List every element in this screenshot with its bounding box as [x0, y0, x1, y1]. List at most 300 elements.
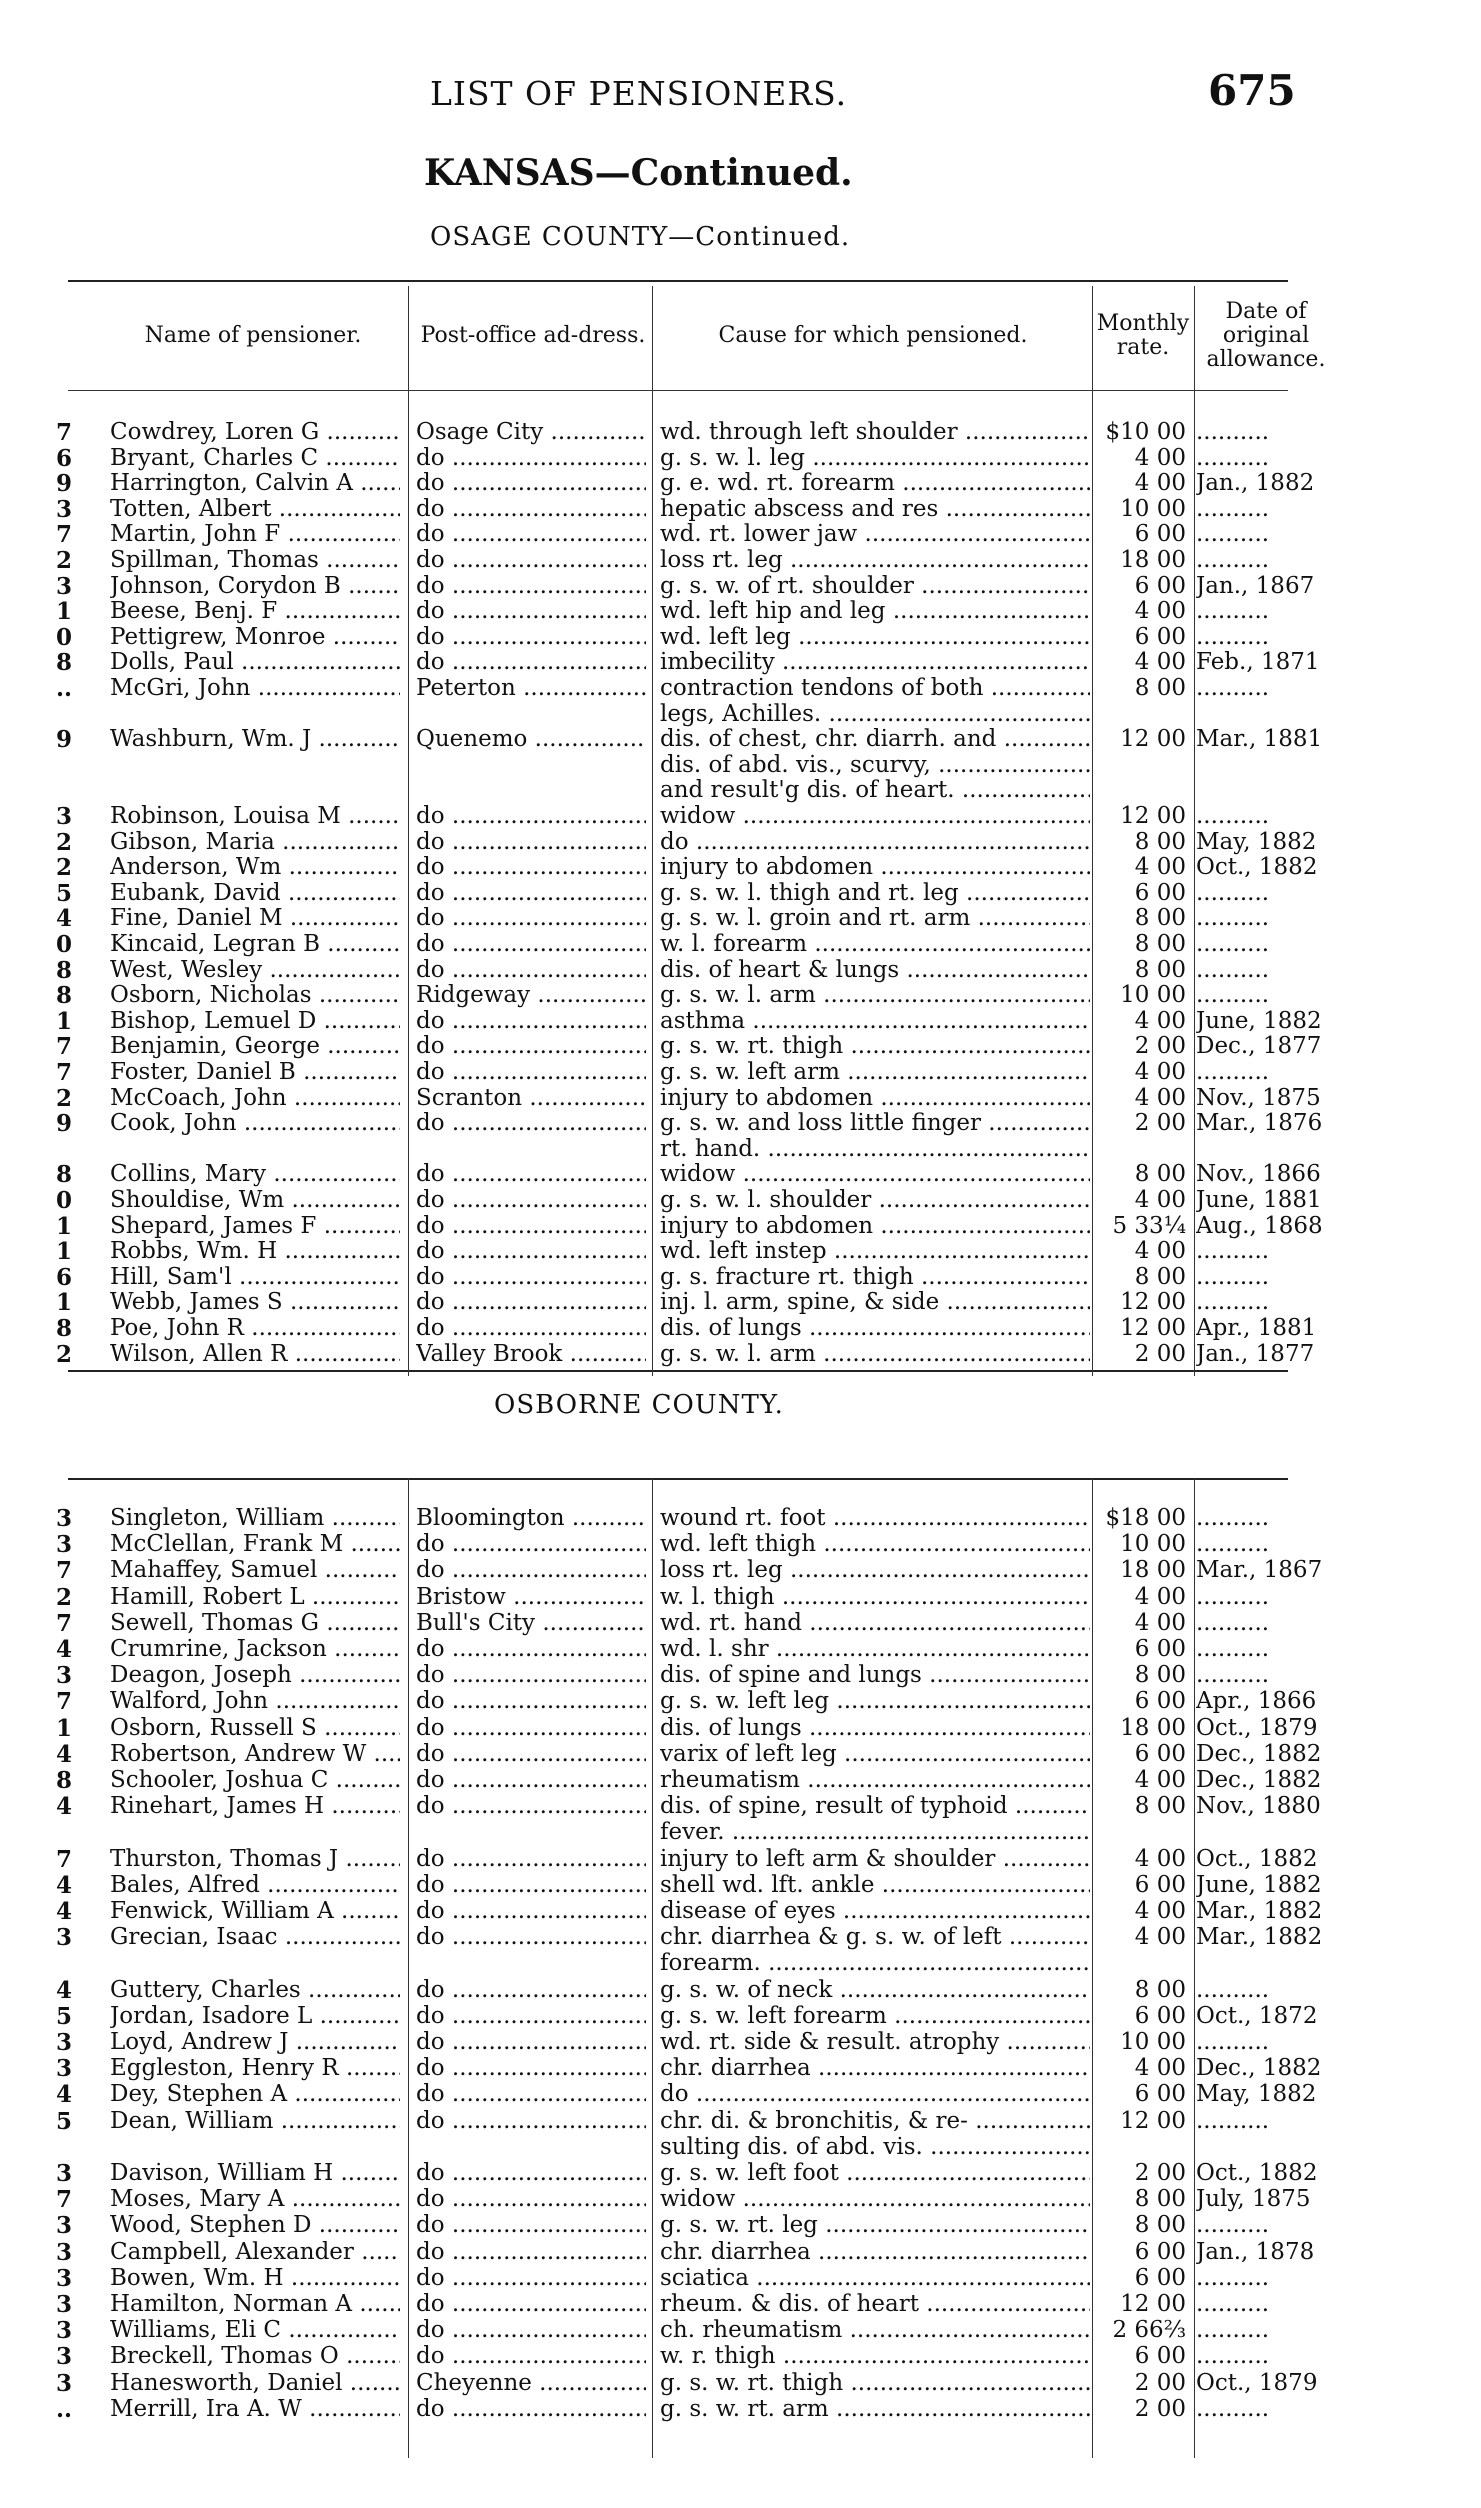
row-number: 0 [56, 1187, 73, 1214]
row-number: 4 [56, 1793, 73, 1821]
monthly-rate: 8 00 [1134, 2212, 1186, 2239]
row-number: 1 [56, 1212, 73, 1240]
table-row [56, 1898, 1323, 1925]
monthly-rate: 4 00 [1134, 470, 1186, 497]
post-office-address: do ..... [416, 2292, 646, 2317]
monthly-rate: 8 00 [1134, 1263, 1186, 1290]
pensioner-name: Totten, Albert ..... [110, 497, 400, 522]
table-row [56, 1871, 1322, 1899]
pension-cause: fever. ..... [660, 1820, 1090, 1845]
post-office-address: do ..... [416, 2161, 646, 2186]
pension-cause: widow ..... [660, 804, 1090, 829]
allowance-date: .......... [1196, 2318, 1270, 2344]
pensioner-name: Bishop, Lemuel D ..... [110, 1009, 400, 1034]
table-row [56, 1793, 1321, 1821]
table-row [56, 1714, 1318, 1742]
pensioner-name: Schooler, Joshua C ..... [110, 1768, 400, 1793]
row-number: 4 [56, 905, 73, 933]
table-row [56, 1238, 1288, 1266]
pension-cause: g. e. wd. rt. forearm ..... [660, 471, 1090, 496]
row-number: 3 [56, 2212, 73, 2240]
row-number: 3 [56, 2369, 73, 2397]
pension-cause: wd. rt. lower jaw ..... [660, 522, 1090, 547]
post-office-address: do ..... [416, 522, 646, 547]
row-number: 3 [56, 1924, 73, 1952]
monthly-rate: 4 00 [1134, 444, 1186, 471]
row-number: 2 [56, 1084, 73, 1112]
table-row [56, 444, 1288, 472]
monthly-rate: 8 00 [1134, 828, 1186, 855]
pensioner-name: Eggleston, Henry R ..... [110, 2056, 400, 2081]
monthly-rate: 4 00 [1134, 1924, 1186, 1951]
pension-cause: wd. left hip and leg ..... [660, 599, 1090, 624]
pension-cause: rheum. & dis. of heart ..... [660, 2292, 1090, 2317]
table-row [56, 1084, 1321, 1112]
post-office-address: do ..... [416, 1532, 646, 1557]
row-number: 3 [56, 572, 73, 600]
post-office-address: do ..... [416, 2082, 646, 2107]
pension-cause: chr. di. & bronchitis, & re- ..... [660, 2109, 1090, 2134]
pensioner-name: Spillman, Thomas ..... [110, 548, 400, 573]
monthly-rate: 4 00 [1134, 1059, 1186, 1085]
post-office-address: do ..... [416, 1009, 646, 1034]
pension-cause: contraction tendons of both ..... [660, 676, 1090, 701]
table-row [56, 2160, 1318, 2187]
post-office-address: do ..... [416, 497, 646, 522]
monthly-rate: 6 00 [1134, 572, 1186, 599]
pension-cause: wound rt. foot ..... [660, 1506, 1090, 1531]
pensioner-name: Thurston, Thomas J ..... [110, 1847, 400, 1872]
pension-cause: disease of eyes ..... [660, 1899, 1090, 1924]
pension-cause: wd. left instep ..... [660, 1239, 1090, 1264]
table-row [56, 2186, 1311, 2214]
allowance-date: .......... [1196, 1264, 1270, 1290]
monthly-rate: 6 00 [1134, 2081, 1186, 2108]
post-office-address: do ..... [416, 1899, 646, 1924]
pensioner-name: West, Wesley ..... [110, 958, 400, 983]
pensioner-name: Williams, Eli C ..... [110, 2318, 400, 2343]
table-row [56, 419, 1288, 446]
pensioner-name: McClellan, Frank M ..... [110, 1532, 400, 1557]
post-office-address: Quenemo ..... [416, 727, 646, 752]
pensioner-name: Hamill, Robert L ..... [110, 1585, 400, 1610]
pensioner-name: Dean, William ..... [110, 2109, 400, 2134]
row-number: 3 [56, 2291, 73, 2318]
pension-cause: dis. of spine and lungs ..... [660, 1663, 1090, 1688]
column-divider [408, 286, 409, 1376]
pension-cause: loss rt. leg ..... [660, 548, 1090, 573]
pensioner-name: Robbs, Wm. H ..... [110, 1239, 400, 1264]
pension-cause: shell wd. lft. ankle ..... [660, 1873, 1090, 1898]
running-head: LIST OF PENSIONERS. [430, 74, 848, 113]
pensioner-name: Eubank, David ..... [110, 881, 400, 906]
table-row [56, 623, 1288, 651]
post-office-address: do ..... [416, 650, 646, 675]
post-office-address: do ..... [416, 2187, 646, 2212]
monthly-rate: 8 00 [1134, 931, 1186, 957]
pension-cause: g. s. fracture rt. thigh ..... [660, 1265, 1090, 1290]
pensioner-name: Osborn, Russell S ..... [110, 1716, 400, 1741]
page-number: 675 [1208, 66, 1296, 115]
pensioner-name: Moses, Mary A ..... [110, 2187, 400, 2212]
row-number: 3 [56, 2317, 73, 2345]
column-divider [1194, 286, 1195, 1376]
state-title: KANSAS—Continued. [424, 152, 853, 194]
pensioner-name: Gibson, Maria ..... [110, 830, 400, 855]
post-office-address: do ..... [416, 1558, 646, 1583]
table-row [56, 905, 1288, 933]
row-number: 7 [56, 419, 73, 446]
pension-cause: dis. of heart & lungs ..... [660, 958, 1090, 983]
pension-cause: imbecility ..... [660, 650, 1090, 675]
allowance-date: .......... [1196, 957, 1270, 983]
post-office-address: do ..... [416, 1214, 646, 1239]
table-row [56, 598, 1288, 626]
monthly-rate: 12 00 [1120, 1289, 1186, 1316]
table-row [56, 1340, 1315, 1368]
monthly-rate: 4 00 [1134, 1767, 1186, 1793]
post-office-address: do ..... [416, 855, 646, 880]
pension-cause: g. s. w. left leg ..... [660, 1689, 1090, 1714]
pension-cause: w. r. thigh ..... [660, 2344, 1090, 2369]
pension-cause: dis. of spine, result of typhoid ..... [660, 1794, 1090, 1819]
row-number: 3 [56, 2238, 73, 2266]
pension-cause: widow ..... [660, 2187, 1090, 2212]
post-office-address: do ..... [416, 2004, 646, 2029]
row-number: 4 [56, 1740, 73, 1768]
allowance-date: .......... [1196, 420, 1270, 445]
post-office-address: Valley Brook ..... [416, 1342, 646, 1367]
pensioner-name: Wilson, Allen R ..... [110, 1342, 400, 1367]
table-row [56, 470, 1315, 498]
table-row [56, 982, 1288, 1010]
allowance-date: Apr., 1866 [1196, 1689, 1317, 1715]
county-title-osborne: OSBORNE COUNTY. [494, 1390, 784, 1420]
pension-cause: wd. rt. side & result. atrophy ..... [660, 2030, 1090, 2055]
column-header-date: Date of original allowance. [1206, 298, 1326, 373]
post-office-address: do ..... [416, 1188, 646, 1213]
post-office-address: Bristow ..... [416, 1585, 646, 1610]
row-number: 8 [56, 982, 73, 1010]
post-office-address: do ..... [416, 2266, 646, 2291]
pension-cause: and result'g dis. of heart. ..... [660, 778, 1090, 803]
monthly-rate: 8 00 [1134, 1976, 1186, 2003]
pensioner-name: Breckell, Thomas O ..... [110, 2344, 400, 2369]
row-number: 1 [56, 1007, 73, 1035]
monthly-rate: 4 00 [1134, 2055, 1186, 2082]
pensioner-name: Shouldise, Wm ..... [110, 1188, 400, 1213]
pension-cause: ch. rheumatism ..... [660, 2318, 1090, 2343]
allowance-date: Dec., 1882 [1196, 2056, 1322, 2082]
pension-cause: g. s. w. l. leg ..... [660, 446, 1090, 471]
table-row [56, 547, 1288, 574]
table-row [56, 1033, 1322, 1061]
pension-cause: injury to abdomen ..... [660, 855, 1090, 880]
monthly-rate: 4 00 [1134, 854, 1186, 881]
pension-cause: g. s. w. l. arm ..... [660, 1342, 1090, 1367]
post-office-address: do ..... [416, 804, 646, 829]
pension-cause: g. s. w. of neck ..... [660, 1978, 1090, 2003]
pension-cause: do ..... [660, 2082, 1090, 2107]
allowance-date: .......... [1196, 2344, 1270, 2370]
row-number: 0 [56, 931, 73, 958]
monthly-rate: 4 00 [1134, 598, 1186, 625]
table-row [56, 1531, 1288, 1559]
monthly-rate: 8 00 [1134, 905, 1186, 932]
pension-cause: g. s. w. l. arm ..... [660, 983, 1090, 1008]
row-number: 3 [56, 2264, 73, 2292]
header-bottom-rule [68, 390, 1288, 391]
monthly-rate: 4 00 [1134, 1609, 1186, 1636]
monthly-rate: 4 00 [1134, 1007, 1186, 1034]
pension-cause: g. s. w. of rt. shoulder ..... [660, 574, 1090, 599]
monthly-rate: 6 00 [1134, 2238, 1186, 2265]
table-row [68, 702, 1288, 727]
allowance-date: .......... [1196, 2030, 1270, 2055]
osborne-top-rule [68, 1478, 1288, 1480]
allowance-date: Oct., 1882 [1196, 2161, 1318, 2186]
pension-cause: dis. of chest, chr. diarrh. and ..... [660, 727, 1090, 752]
allowance-date: .......... [1196, 2108, 1270, 2134]
post-office-address: do ..... [416, 2397, 646, 2422]
post-office-address: do ..... [416, 1060, 646, 1085]
monthly-rate: 2 00 [1134, 2160, 1186, 2186]
pension-cause: legs, Achilles. ..... [660, 702, 1090, 727]
row-number: 1 [56, 1289, 73, 1317]
post-office-address: do ..... [416, 1768, 646, 1793]
pension-cause: varix of left leg ..... [660, 1742, 1090, 1767]
pension-cause: rheumatism ..... [660, 1768, 1090, 1793]
allowance-date: June, 1881 [1196, 1188, 1322, 1213]
row-number: 9 [56, 726, 73, 754]
row-number: 9 [56, 1110, 73, 1138]
pensioner-name: Hamilton, Norman A ..... [110, 2292, 400, 2317]
post-office-address: do ..... [416, 548, 646, 573]
allowance-date: Oct., 1879 [1196, 1715, 1318, 1741]
pensioner-name: Guttery, Charles ..... [110, 1978, 400, 2003]
table-row [56, 572, 1315, 600]
monthly-rate: 4 00 [1134, 649, 1186, 676]
monthly-rate: $10 00 [1105, 419, 1186, 445]
row-number: 9 [56, 470, 73, 498]
pensioner-name: McCoach, John ..... [110, 1086, 400, 1111]
row-number: 7 [56, 1845, 73, 1873]
post-office-address: do ..... [416, 1239, 646, 1264]
allowance-date: .......... [1196, 1977, 1270, 2003]
monthly-rate: 2 00 [1134, 1110, 1186, 1137]
monthly-rate: 6 00 [1134, 1636, 1186, 1662]
monthly-rate: 2 66⅔ [1112, 2317, 1186, 2344]
table-row [56, 879, 1288, 907]
allowance-date: .......... [1196, 2292, 1270, 2317]
monthly-rate: 4 00 [1134, 1898, 1186, 1924]
allowance-date: Aug., 1868 [1196, 1213, 1323, 1239]
monthly-rate: 2 00 [1134, 1340, 1186, 1367]
monthly-rate: 8 00 [1134, 1161, 1186, 1188]
pension-cause: chr. diarrhea ..... [660, 2056, 1090, 2081]
post-office-address: do ..... [416, 1716, 646, 1741]
column-divider [652, 286, 653, 1376]
pension-cause: w. l. forearm ..... [660, 932, 1090, 957]
pensioner-name: Davison, William H ..... [110, 2161, 400, 2186]
post-office-address: do ..... [416, 1637, 646, 1662]
monthly-rate: 18 00 [1120, 547, 1186, 573]
pensioner-name: Walford, John ..... [110, 1689, 400, 1714]
row-number: 7 [56, 2186, 73, 2214]
pensioner-name: Cook, John ..... [110, 1111, 400, 1136]
pensioner-name: Hill, Sam'l ..... [110, 1265, 400, 1290]
row-number: 3 [56, 803, 73, 830]
pensioner-name: Singleton, William ..... [110, 1506, 400, 1531]
allowance-date: Mar., 1882 [1196, 1925, 1323, 1951]
allowance-date: Oct., 1872 [1196, 2003, 1318, 2029]
allowance-date: .......... [1196, 1610, 1270, 1636]
pensioner-name: Foster, Daniel B ..... [110, 1060, 400, 1085]
pension-cause: wd. rt. hand ..... [660, 1611, 1090, 1636]
table-header [68, 286, 1326, 386]
row-number: 2 [56, 1583, 73, 1611]
monthly-rate: 6 00 [1134, 1688, 1186, 1715]
monthly-rate: 12 00 [1120, 1315, 1186, 1341]
pension-cause: chr. diarrhea & g. s. w. of left ..... [660, 1925, 1090, 1950]
allowance-date: .......... [1196, 1663, 1270, 1689]
column-header-address: Post-office ad-dress. [420, 322, 646, 348]
post-office-address: Bloomington ..... [416, 1506, 646, 1531]
pensioner-name: Campbell, Alexander ..... [110, 2240, 400, 2265]
allowance-date: Nov., 1880 [1196, 1794, 1321, 1820]
table-row [56, 1263, 1288, 1291]
table-row [56, 1110, 1323, 1138]
pension-cause: g. s. w. l. shoulder ..... [660, 1188, 1090, 1213]
pension-cause: sciatica ..... [660, 2266, 1090, 2291]
pension-cause: g. s. w. rt. thigh ..... [660, 1034, 1090, 1059]
row-number: 2 [56, 547, 73, 574]
monthly-rate: 10 00 [1120, 982, 1186, 1009]
post-office-address: do ..... [416, 1265, 646, 1290]
table-row [56, 854, 1318, 882]
table-row [56, 956, 1288, 984]
row-number: 7 [56, 1688, 73, 1716]
monthly-rate: 6 00 [1134, 521, 1186, 548]
pensioner-name: Anderson, Wm ..... [110, 855, 400, 880]
pensioner-name: Benjamin, George ..... [110, 1034, 400, 1059]
pensioner-name: Mahaffey, Samuel ..... [110, 1558, 400, 1583]
allowance-date: .......... [1196, 932, 1270, 957]
monthly-rate: 8 00 [1134, 1662, 1186, 1689]
monthly-rate: 2 00 [1134, 2369, 1186, 2396]
allowance-date: .......... [1196, 2213, 1270, 2239]
table-row [56, 2055, 1322, 2083]
pension-cause: g. s. w. rt. thigh ..... [660, 2371, 1090, 2396]
table-row [56, 1505, 1288, 1532]
pensioner-name: Poe, John R ..... [110, 1316, 400, 1341]
post-office-address: do ..... [416, 1162, 646, 1187]
pensioner-name: Jordan, Isadore L ..... [110, 2004, 400, 2029]
pensioner-name: Grecian, Isaac ..... [110, 1925, 400, 1950]
allowance-date: .......... [1196, 676, 1270, 701]
allowance-date: .......... [1196, 1506, 1270, 1531]
table-row [56, 2212, 1288, 2240]
post-office-address: do ..... [416, 1742, 646, 1767]
row-number: 8 [56, 1767, 73, 1794]
allowance-date: Oct., 1879 [1196, 2370, 1318, 2396]
allowance-date: Nov., 1875 [1196, 1085, 1321, 1111]
pension-cause: g. s. w. left forearm ..... [660, 2004, 1090, 2029]
row-number: 6 [56, 444, 73, 472]
pensioner-name: Merrill, Ira A. W ..... [110, 2397, 400, 2422]
osage-bottom-rule [68, 1370, 1288, 1372]
row-number: 8 [56, 956, 73, 984]
table-row [56, 2291, 1288, 2318]
row-number: 3 [56, 1662, 73, 1690]
allowance-date: Mar., 1882 [1196, 1899, 1323, 1924]
allowance-date: .......... [1196, 804, 1270, 829]
pensioner-name: Fenwick, William A ..... [110, 1899, 400, 1924]
post-office-address: Bull's City ..... [416, 1611, 646, 1636]
allowance-date: May, 1882 [1196, 2082, 1317, 2108]
row-number: 5 [56, 879, 73, 907]
pension-cause: g. s. w. left foot ..... [660, 2161, 1090, 2186]
allowance-date: Mar., 1881 [1196, 727, 1323, 753]
column-divider [1092, 286, 1093, 1376]
post-office-address: do ..... [416, 471, 646, 496]
allowance-date: .......... [1196, 522, 1270, 548]
post-office-address: do ..... [416, 446, 646, 471]
post-office-address: Cheyenne ..... [416, 2371, 646, 2396]
post-office-address: do ..... [416, 1111, 646, 1136]
monthly-rate: 4 00 [1134, 1187, 1186, 1213]
row-number: 3 [56, 1505, 73, 1532]
table-row [56, 1845, 1318, 1873]
allowance-date: .......... [1196, 624, 1270, 650]
pensioner-name: Robertson, Andrew W ..... [110, 1742, 400, 1767]
monthly-rate: 4 00 [1134, 1845, 1186, 1872]
allowance-date: July, 1875 [1196, 2187, 1311, 2213]
row-number: 3 [56, 2029, 73, 2056]
row-number: 1 [56, 1714, 73, 1742]
row-number: 4 [56, 1976, 73, 2004]
pensioner-name: Robinson, Louisa M ..... [110, 804, 400, 829]
monthly-rate: 8 00 [1134, 1793, 1186, 1820]
allowance-date: Oct., 1882 [1196, 1846, 1318, 1872]
pensioner-name: Collins, Mary ..... [110, 1162, 400, 1187]
post-office-address: do ..... [416, 1663, 646, 1688]
table-row [56, 1740, 1322, 1768]
pension-cause: injury to abdomen ..... [660, 1214, 1090, 1239]
monthly-rate: 6 00 [1134, 623, 1186, 650]
row-number: 3 [56, 495, 73, 523]
pensioner-name: Osborn, Nicholas ..... [110, 983, 400, 1008]
allowance-date: .......... [1196, 906, 1270, 932]
table-row [56, 1289, 1288, 1317]
pensioner-name: Shepard, James F ..... [110, 1214, 400, 1239]
post-office-address: Scranton ..... [416, 1086, 646, 1111]
monthly-rate: 2 00 [1134, 1033, 1186, 1060]
post-office-address: do ..... [416, 881, 646, 906]
row-number: 4 [56, 1898, 73, 1925]
pension-cause: do ..... [660, 830, 1090, 855]
table-row [56, 2264, 1288, 2292]
pension-cause: hepatic abscess and res ..... [660, 497, 1090, 522]
allowance-date: .......... [1196, 2265, 1270, 2291]
table-row [56, 1662, 1288, 1690]
monthly-rate: 8 00 [1134, 956, 1186, 983]
pensioner-name: Harrington, Calvin A ..... [110, 471, 400, 496]
row-number: 8 [56, 1315, 73, 1342]
post-office-address: do ..... [416, 932, 646, 957]
monthly-rate: 10 00 [1120, 2029, 1186, 2055]
post-office-address: do ..... [416, 1316, 646, 1341]
